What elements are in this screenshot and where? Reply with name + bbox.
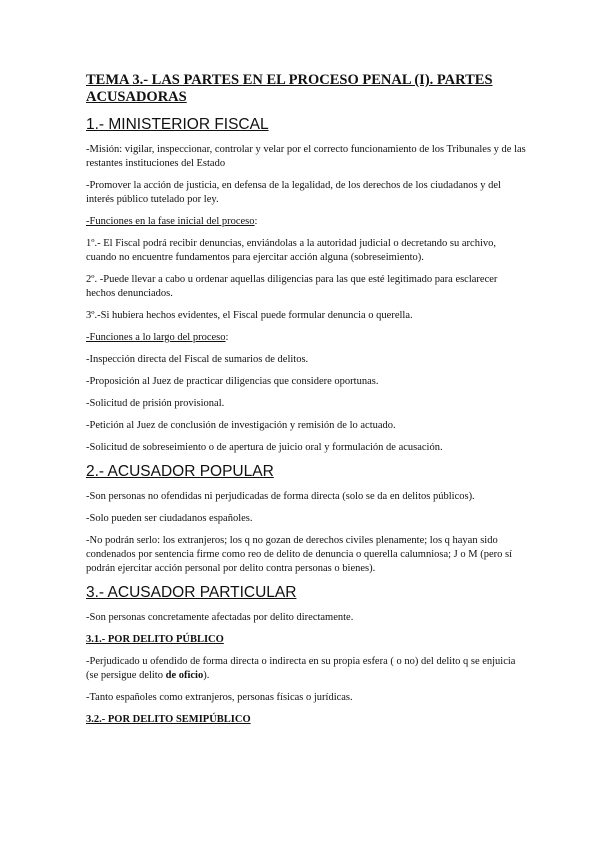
process-functions-subheading: [86, 331, 526, 345]
process-function-1: -Inspección directa del Fiscal de sumarios de delitos.: [86, 354, 309, 365]
section-1-mission: -Misión: vigilar, inspeccionar, controlar y velar por el correcto funcionamiento de los Tribunales y de las restantes instituciones del Estado: [86, 144, 526, 169]
subsection-3-1-p1-end: ).: [203, 670, 210, 681]
process-function-5: -Solicitud de sobreseimiento o de apertura de juicio oral y formulación de acusación.: [86, 442, 443, 453]
section-3-heading: 3.- ACUSADOR PARTICULAR: [86, 584, 297, 601]
section-2-p1: -Son personas no ofendidas ni perjudicadas de forma directa (solo se da en delitos públicos).: [86, 491, 475, 502]
section-3-p1: -Son personas concretamente afectadas por delito directamente.: [86, 612, 354, 623]
subsection-3-1-heading: 3.1.- POR DELITO PÚBLICO: [86, 634, 224, 645]
section-2-p2: -Solo pueden ser ciudadanos españoles.: [86, 513, 253, 524]
document-content: [86, 72, 526, 735]
subsection-3-1-p1-bold: de oficio: [165, 670, 204, 681]
section-2-heading: 2.- ACUSADOR POPULAR: [86, 463, 274, 480]
process-functions-label: -Funciones a lo largo del proceso: [86, 332, 226, 343]
subsection-3-2-heading: 3.2.- POR DELITO SEMIPÚBLICO: [86, 714, 251, 725]
process-function-4: -Petición al Juez de conclusión de investigación y remisión de lo actuado.: [86, 420, 396, 431]
colon: :: [225, 332, 229, 343]
initial-function-1: 1º.- El Fiscal podrá recibir denuncias, enviándolas a la autoridad judicial o decretando su archivo, cuando no encuentre fundamentos para ejercitar acción alguna (sobreseimiento).: [86, 238, 496, 263]
section-2-p3: -No podrán serlo: los extranjeros; los q no gozan de derechos civiles plenamente; los q hayan sido condenados por sentencia firme como reo de delito de denuncia o querella calumniosa; J o M (pero sí podrán ejercitar acción personal por delito contra personas o bienes).: [86, 535, 512, 574]
subsection-3-1-p1-text: -Perjudicado u ofendido de forma directa o indirecta en su propia esfera ( o no) del delito q se enjuicia (se persigue delito: [86, 656, 516, 681]
subsection-3-1-p2: -Tanto españoles como extranjeros, personas físicas o jurídicas.: [86, 692, 353, 703]
initial-functions-subheading: [86, 215, 526, 229]
initial-functions-label: -Funciones en la fase inicial del proceso: [86, 216, 255, 227]
initial-function-3: 3º.-Si hubiera hechos evidentes, el Fiscal puede formular denuncia o querella.: [86, 310, 413, 321]
process-function-3: -Solicitud de prisión provisional.: [86, 398, 225, 409]
document-title: TEMA 3.- LAS PARTES EN EL PROCESO PENAL (I). PARTES ACUSADORAS: [86, 72, 493, 105]
section-1-promote: -Promover la acción de justicia, en defensa de la legalidad, de los derechos de los ciudadanos y del interés público tutelado por ley.: [86, 180, 501, 205]
process-function-2: -Proposición al Juez de practicar diligencias que considere oportunas.: [86, 376, 379, 387]
section-1-heading: 1.- MINISTERIOR FISCAL: [86, 116, 269, 133]
colon: :: [254, 216, 258, 227]
subsection-3-1-p1: [86, 655, 526, 683]
initial-function-2: 2º. -Puede llevar a cabo u ordenar aquellas diligencias para las que esté legitimado para esclarecer hechos denunciados.: [86, 274, 498, 299]
